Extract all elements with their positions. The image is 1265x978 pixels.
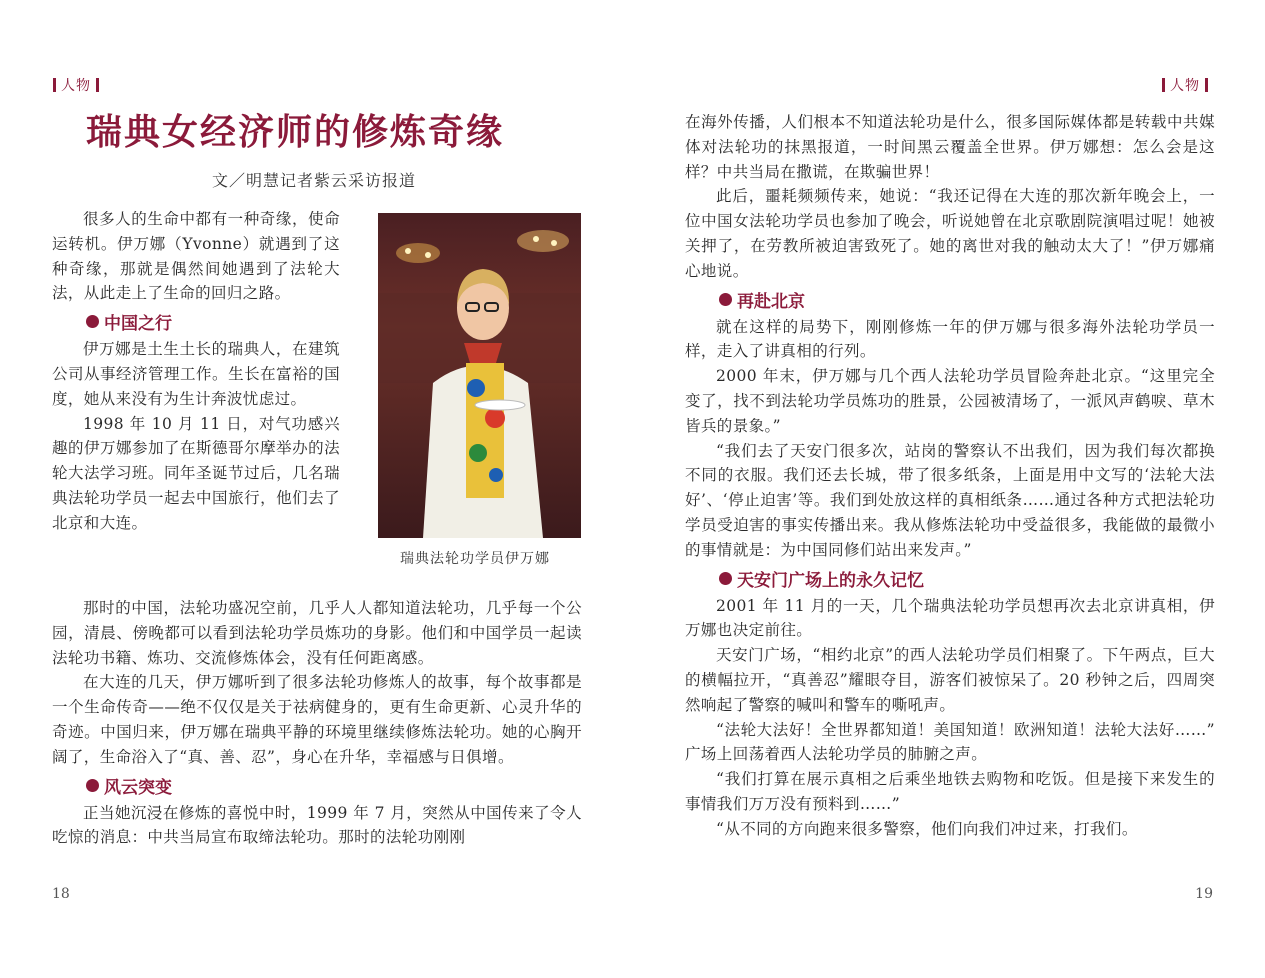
paragraph: “我们去了天安门很多次，站岗的警察认不出我们，因为我们每次都换不同的衣服。我们还去长城，带了很多纸条，上面是用中文写的‘法轮大法好’、‘停止迫害’等。我们到处放这样的真相纸条……通过各种方式把法轮功学员受迫害的事实传播出来。我从修炼法轮功中受益很多，我能做的最微小的事情就是：为中国同修们站出来发声。” — [685, 441, 1215, 559]
section-tag-label: 人物 — [1170, 78, 1200, 94]
intro-paragraph: 很多人的生命中都有一种奇缘，使命运转机。伊万娜（Yvonne）就遇到了这种奇缘，那就是偶然间她遇到了法轮大法，从此走上了生命的回归之路。 — [52, 210, 340, 303]
paragraph: 1998 年 10 月 11 日，对气功感兴趣的伊万娜参加了在斯德哥尔摩举办的法轮大法学习班。同年圣诞节过后，几名瑞典法轮功学员一起去中国旅行，他们去了北京和大连。 — [52, 414, 340, 532]
paragraph: 伊万娜是土生土长的瑞典人，在建筑公司从事经济管理工作。生长在富裕的国度，她从来没有为生计奔波忧虑过。 — [52, 340, 340, 408]
portrait-photo-illustration — [378, 213, 581, 538]
paragraph: 2000 年末，伊万娜与几个西人法轮功学员冒险奔赴北京。“这里完全变了，找不到法轮功学员炼功的胜景，公园被清场了，一派风声鹤唳、草木皆兵的景象。” — [685, 367, 1215, 435]
bullet-dot-icon — [719, 293, 732, 306]
paragraph: 2001 年 11 月的一天，几个瑞典法轮功学员想再次去北京讲真相，伊万娜也决定前往。 — [685, 596, 1215, 640]
page-number: 18 — [52, 886, 70, 902]
bullet-dot-icon — [719, 572, 732, 585]
heading-text: 天安门广场上的永久记忆 — [737, 570, 924, 591]
body-column-right — [685, 110, 1215, 842]
page-number: 19 — [1195, 886, 1213, 902]
paragraph: “我们打算在展示真相之后乘坐地铁去购物和吃饭。但是接下来发生的事情我们万万没有预料到……” — [685, 770, 1215, 813]
paragraph: “从不同的方向跑来很多警察，他们向我们冲过来，打我们。 — [716, 819, 1138, 838]
left-page — [0, 0, 632, 978]
paragraph: 正当她沉浸在修炼的喜悦中时，1999 年 7 月，突然从中国传来了令人吃惊的消息：中共当局宣布取缔法轮功。那时的法轮功刚刚 — [52, 803, 582, 847]
bullet-dot-icon — [86, 315, 99, 328]
portrait-photo — [378, 213, 581, 538]
tag-bar-right — [96, 78, 99, 92]
paragraph: 天安门广场，“相约北京”的西人法轮功学员们相聚了。下午两点，巨大的横幅拉开，“真善忍”耀眼夺目，游客们被惊呆了。20 秒钟之后，四周突然响起了警察的喊叫和警车的嘶吼声。 — [685, 646, 1215, 714]
tag-bar-left — [53, 78, 56, 92]
section-heading-return-beijing — [719, 287, 1215, 312]
heading-text: 中国之行 — [104, 314, 172, 335]
heading-text: 再赴北京 — [737, 291, 805, 312]
section-tag — [1157, 75, 1213, 95]
section-heading-china-trip — [86, 309, 340, 334]
right-page — [633, 0, 1265, 978]
paragraph: 那时的中国，法轮功盛况空前，几乎人人都知道法轮功，几乎每一个公园，清晨、傍晚都可以看到法轮功学员炼功的身影。他们和中国学员一起读法轮功书籍、炼功、交流修炼体会，没有任何距离感。 — [52, 599, 582, 667]
body-column-left — [52, 596, 582, 850]
tag-bar-right — [1205, 78, 1208, 92]
byline: 文／明慧记者紫云采访报道 — [212, 171, 417, 190]
photo-caption: 瑞典法轮功学员伊万娜 — [400, 551, 550, 567]
article-title: 瑞典女经济师的修炼奇缘 — [86, 112, 505, 153]
intro-column — [52, 207, 340, 536]
paragraph: 此后，噩耗频频传来，她说：“我还记得在大连的那次新年晚会上，一位中国女法轮功学员也参加了晚会，听说她曾在北京歌剧院演唱过呢！她被关押了，在劳教所被迫害致死了。她的离世对我的触动太大了！”伊万娜痛心地说。 — [685, 187, 1215, 280]
paragraph: 在海外传播，人们根本不知道法轮功是什么，很多国际媒体都是转载中共媒体对法轮功的抹黑报道，一时间黑云覆盖全世界。伊万娜想：怎么会是这样？中共当局在撒谎，在欺骗世界！ — [685, 113, 1215, 181]
paragraph: 就在这样的局势下，刚刚修炼一年的伊万娜与很多海外法轮功学员一样，走入了讲真相的行列。 — [685, 317, 1215, 361]
paragraph: 在大连的几天，伊万娜听到了很多法轮功修炼人的故事，每个故事都是一个生命传奇——绝不仅仅是关于祛病健身的，更有生命更新、心灵升华的奇迹。中国归来，伊万娜在瑞典平静的环境里继续修炼法轮功。她的心胸开阔了，生命浴入了“真、善、忍”，身心在升华，幸福感与日俱增。 — [52, 673, 582, 766]
section-tag-label: 人物 — [61, 78, 91, 94]
section-heading-sudden-change — [86, 773, 582, 798]
bullet-dot-icon — [86, 779, 99, 792]
paragraph: “法轮大法好！全世界都知道！美国知道！欧洲知道！法轮大法好……” 广场上回荡着西人法轮功学员的肺腑之声。 — [685, 720, 1215, 764]
heading-text: 风云突变 — [104, 777, 172, 798]
tag-bar-left — [1162, 78, 1165, 92]
section-tag — [48, 75, 104, 95]
section-heading-tiananmen — [719, 566, 1215, 591]
